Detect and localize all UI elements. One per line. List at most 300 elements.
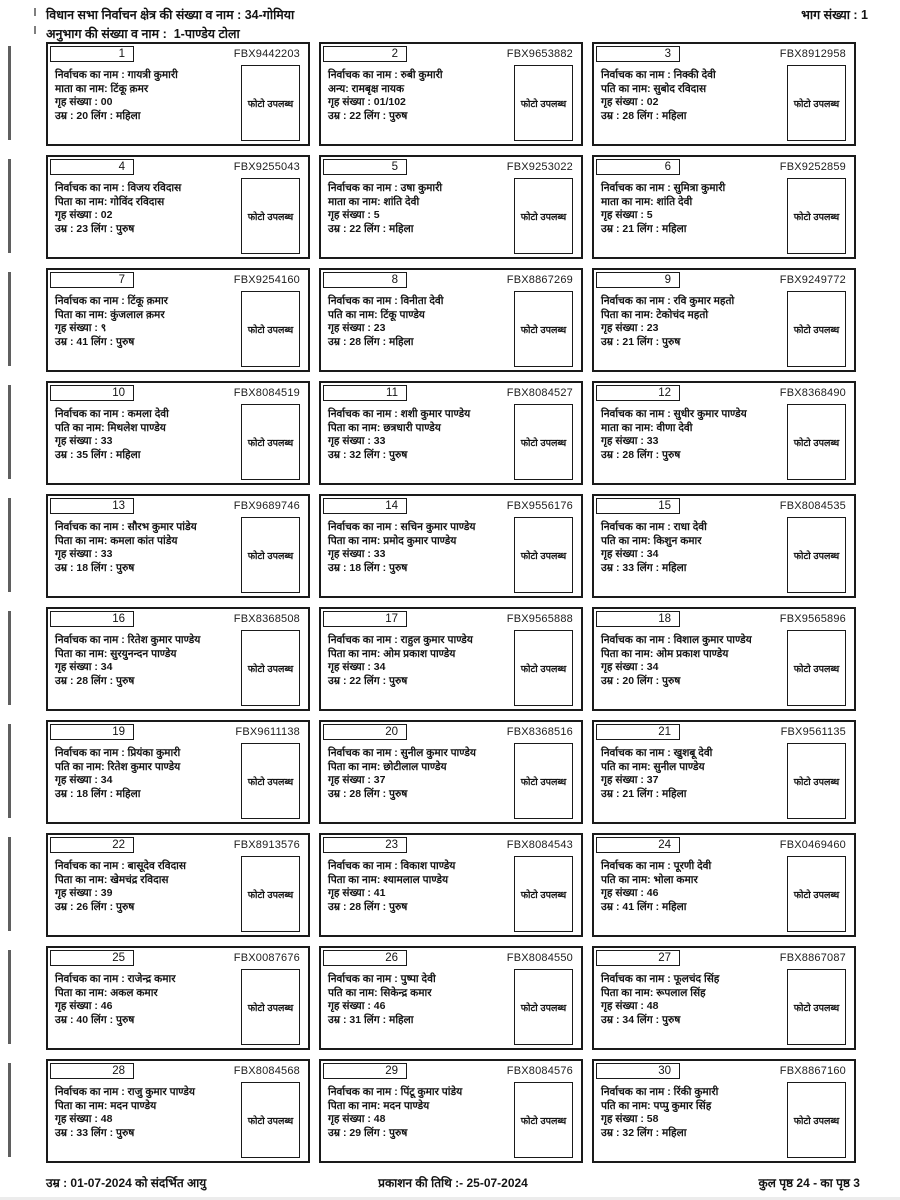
serial-number-box	[596, 159, 680, 175]
age-gender: उम्र : 28 लिंग : पुरुष	[55, 674, 135, 687]
voter-id: FBX8913576	[233, 839, 300, 851]
voter-details	[328, 295, 516, 349]
relation-name: पिता का नाम: गोविंद रविदास	[55, 195, 165, 208]
serial-number-box	[323, 837, 407, 853]
serial-number: 29	[385, 1065, 398, 1077]
photo-box	[787, 517, 846, 593]
voter-id: FBX9255043	[233, 161, 300, 173]
photo-available-label: फोटो उपलब्ध	[247, 1002, 294, 1014]
photo-box	[514, 517, 573, 593]
voter-id: FBX8912958	[779, 48, 846, 60]
relation-name: पिता का नाम: कमला कांत पांडेय	[55, 534, 178, 547]
voter-name: निर्वाचक का नाम : बासूदेव रविदास	[55, 860, 186, 872]
voter-id: FBX9653882	[506, 48, 573, 60]
relation-name: माता का नाम: शांति देवी	[601, 195, 693, 208]
serial-number: 20	[385, 726, 398, 738]
photo-box	[241, 517, 300, 593]
serial-number-box	[50, 837, 134, 853]
relation-name: पिता का नाम: ओम प्रकाश पाण्डेय	[328, 647, 456, 660]
serial-number-box	[50, 950, 134, 966]
relation-name: पति का नाम: भोला कमार	[601, 873, 698, 886]
voter-details	[55, 69, 243, 123]
voter-card	[592, 607, 856, 711]
photo-available-label: फोटो उपलब्ध	[793, 663, 840, 675]
voter-card	[319, 381, 583, 485]
photo-box	[241, 178, 300, 254]
serial-number-box	[323, 272, 407, 288]
voter-card	[319, 607, 583, 711]
photo-box	[514, 404, 573, 480]
photo-box	[787, 743, 846, 819]
age-gender: उम्र : 20 लिंग : महिला	[55, 109, 141, 122]
relation-name: पति का नाम: पप्पु कुमार सिंह	[601, 1099, 712, 1112]
voter-card	[46, 833, 310, 937]
photo-available-label: फोटो उपलब्ध	[520, 98, 567, 110]
serial-number: 4	[118, 161, 125, 173]
voter-card	[46, 42, 310, 146]
house-number: गृह संख्या : 34	[601, 548, 659, 560]
serial-number-box	[596, 498, 680, 514]
relation-name: पति का नाम: टिंकू पाण्डेय	[328, 308, 425, 321]
serial-number: 19	[112, 726, 125, 738]
voter-name: निर्वाचक का नाम : कमला देवी	[55, 408, 169, 420]
photo-available-label: फोटो उपलब्ध	[520, 211, 567, 223]
serial-number-box	[50, 498, 134, 514]
serial-number-box	[323, 46, 407, 62]
photo-box	[241, 65, 300, 141]
photo-available-label: फोटो उपलब्ध	[793, 211, 840, 223]
relation-name: माता का नाम: शांति देवी	[328, 195, 420, 208]
age-gender: उम्र : 33 लिंग : पुरुष	[55, 1126, 135, 1139]
photo-box	[787, 856, 846, 932]
photo-available-label: फोटो उपलब्ध	[247, 776, 294, 788]
serial-number-box	[323, 385, 407, 401]
voter-card	[319, 42, 583, 146]
age-gender: उम्र : 29 लिंग : पुरुष	[328, 1126, 408, 1139]
voter-name: निर्वाचक का नाम : निक्की देवी	[601, 69, 716, 81]
voter-card	[319, 946, 583, 1050]
photo-available-label: फोटो उपलब्ध	[247, 889, 294, 901]
age-gender: उम्र : 22 लिंग : पुरुष	[328, 109, 408, 122]
photo-box	[241, 969, 300, 1045]
age-gender: उम्र : 28 लिंग : महिला	[328, 335, 414, 348]
voter-card	[592, 833, 856, 937]
voter-details	[601, 182, 789, 236]
photo-available-label: फोटो उपलब्ध	[793, 776, 840, 788]
age-gender: उम्र : 32 लिंग : पुरुष	[328, 448, 408, 461]
voter-id: FBX8084568	[233, 1065, 300, 1077]
voter-details	[55, 1086, 243, 1140]
voter-details	[328, 521, 516, 575]
voter-details	[601, 860, 789, 914]
voter-details	[601, 1086, 789, 1140]
serial-number-box	[323, 611, 407, 627]
part-number: भाग संख्या : 1	[801, 8, 868, 22]
relation-name: पिता का नाम: छोटीलाल पाण्डेय	[328, 760, 447, 773]
house-number: गृह संख्या : 5	[328, 209, 380, 221]
house-number: गृह संख्या : 00	[55, 96, 113, 108]
photo-available-label: फोटो उपलब्ध	[247, 550, 294, 562]
scan-edge-marks	[8, 46, 11, 1166]
voter-name: निर्वाचक का नाम : रवि कुमार महतो	[601, 295, 735, 307]
photo-box	[514, 291, 573, 367]
house-number: गृह संख्या : 33	[328, 548, 386, 560]
voter-id: FBX9565896	[779, 613, 846, 625]
serial-number: 11	[386, 387, 398, 399]
house-number: गृह संख्या : 33	[55, 548, 113, 560]
relation-name: पिता का नाम: प्रमोद कुमार पाण्डेय	[328, 534, 457, 547]
voter-name: निर्वाचक का नाम : खुशबू देवी	[601, 747, 713, 759]
photo-box	[241, 856, 300, 932]
voter-details	[55, 521, 243, 575]
voter-name: निर्वाचक का नाम : गायत्री कुमारी	[55, 69, 178, 81]
photo-available-label: फोटो उपलब्ध	[793, 889, 840, 901]
relation-name: माता का नाम: वीणा देवी	[601, 421, 693, 434]
serial-number-box	[596, 837, 680, 853]
voter-details	[55, 182, 243, 236]
relation-name: पिता का नाम: रूपलाल सिंह	[601, 986, 706, 999]
relation-name: पति का नाम: मिथलेश पाण्डेय	[55, 421, 166, 434]
photo-box	[787, 404, 846, 480]
serial-number-box	[323, 159, 407, 175]
voter-card	[592, 946, 856, 1050]
house-number: गृह संख्या : 34	[328, 661, 386, 673]
voter-card	[319, 494, 583, 598]
relation-name: पति का नाम: सुबोद रविदास	[601, 82, 707, 95]
relation-name: पति का नाम: सिकेन्द्र कमार	[328, 986, 432, 999]
voter-card	[46, 268, 310, 372]
serial-number: 18	[658, 613, 671, 625]
voter-card	[319, 720, 583, 824]
voter-details	[601, 521, 789, 575]
serial-number-box	[596, 724, 680, 740]
voter-id: FBX9253022	[506, 161, 573, 173]
serial-number: 5	[391, 161, 398, 173]
voter-details	[601, 973, 789, 1027]
voter-name: निर्वाचक का नाम : उषा कुमारी	[328, 182, 443, 194]
relation-name: माता का नाम: टिंकू क़मर	[55, 82, 149, 95]
house-number: गृह संख्या : 48	[328, 1113, 386, 1125]
voter-name: निर्वाचक का नाम : सुधीर कुमार पाण्डेय	[601, 408, 747, 420]
voter-id: FBX8368508	[233, 613, 300, 625]
age-gender: उम्र : 40 लिंग : पुरुष	[55, 1013, 135, 1026]
voter-card	[319, 1059, 583, 1163]
house-number: गृह संख्या : 5	[601, 209, 653, 221]
photo-box	[787, 291, 846, 367]
serial-number: 9	[664, 274, 671, 286]
house-number: गृह संख्या : 37	[328, 774, 386, 786]
age-gender: उम्र : 34 लिंग : पुरुष	[601, 1013, 681, 1026]
photo-box	[787, 1082, 846, 1158]
voter-card	[592, 268, 856, 372]
voter-details	[328, 747, 516, 801]
photo-available-label: फोटो उपलब्ध	[520, 550, 567, 562]
voter-name: निर्वाचक का नाम : फूलचंद सिंह	[601, 973, 720, 985]
house-number: गृह संख्या : 46	[328, 1000, 386, 1012]
page-footer	[46, 1174, 860, 1191]
serial-number: 22	[112, 839, 125, 851]
serial-number: 21	[658, 726, 671, 738]
voter-card	[46, 720, 310, 824]
voter-details	[55, 747, 243, 801]
voter-card	[46, 155, 310, 259]
age-gender: उम्र : 41 लिंग : महिला	[601, 900, 687, 913]
age-gender: उम्र : 18 लिंग : पुरुष	[328, 561, 408, 574]
serial-number: 17	[385, 613, 398, 625]
house-number: गृह संख्या : 34	[601, 661, 659, 673]
voter-id: FBX9565888	[506, 613, 573, 625]
serial-number: 2	[391, 48, 398, 60]
serial-number: 24	[658, 839, 671, 851]
voter-card	[46, 381, 310, 485]
serial-number-box	[323, 1063, 407, 1079]
photo-box	[787, 969, 846, 1045]
voter-grid	[46, 42, 856, 1163]
house-number: गृह संख्या : ९	[55, 322, 107, 334]
relation-name: पति का नाम: किशुन कमार	[601, 534, 702, 547]
house-number: गृह संख्या : 46	[55, 1000, 113, 1012]
house-number: गृह संख्या : 33	[328, 435, 386, 447]
voter-name: निर्वाचक का नाम : रुबी कुमारी	[328, 69, 443, 81]
voter-name: निर्वाचक का नाम : पुष्पा देवी	[328, 973, 436, 985]
voter-name: निर्वाचक का नाम : राधा देवी	[601, 521, 707, 533]
photo-available-label: फोटो उपलब्ध	[247, 1115, 294, 1127]
voter-name: निर्वाचक का नाम : सुमित्रा कुमारी	[601, 182, 726, 194]
photo-available-label: फोटो उपलब्ध	[247, 663, 294, 675]
photo-available-label: फोटो उपलब्ध	[793, 550, 840, 562]
voter-name: निर्वाचक का नाम : सचिन कुमार पाण्डेय	[328, 521, 476, 533]
constituency-title: विधान सभा निर्वाचन क्षेत्र की संख्या व नाम : 34-गोमिया	[46, 8, 295, 22]
house-number: गृह संख्या : 34	[55, 774, 113, 786]
voter-card	[319, 833, 583, 937]
voter-name: निर्वाचक का नाम : विशाल कुमार पाण्डेय	[601, 634, 752, 646]
voter-name: निर्वाचक का नाम : प्रियंका कुमारी	[55, 747, 181, 759]
voter-name: निर्वाचक का नाम : शशी कुमार पाण्डेय	[328, 408, 471, 420]
house-number: गृह संख्या : 48	[601, 1000, 659, 1012]
voter-id: FBX8084543	[506, 839, 573, 851]
serial-number: 25	[112, 952, 125, 964]
serial-number-box	[50, 724, 134, 740]
age-gender: उम्र : 22 लिंग : महिला	[328, 222, 414, 235]
header-left	[46, 6, 294, 45]
photo-available-label: फोटो उपलब्ध	[520, 437, 567, 449]
relation-name: पिता का नाम: सुरयुनन्दन पाण्डेय	[55, 647, 177, 660]
footer-page-count: कुल पृष्ठ 24 - का पृष्ठ 3	[758, 1176, 860, 1190]
photo-available-label: फोटो उपलब्ध	[793, 1002, 840, 1014]
age-gender: उम्र : 23 लिंग : पुरुष	[55, 222, 135, 235]
photo-box	[241, 291, 300, 367]
voter-id: FBX9249772	[779, 274, 846, 286]
photo-available-label: फोटो उपलब्ध	[520, 1002, 567, 1014]
photo-box	[787, 630, 846, 706]
voter-details	[328, 973, 516, 1027]
age-gender: उम्र : 33 लिंग : महिला	[601, 561, 687, 574]
house-number: गृह संख्या : 23	[601, 322, 659, 334]
house-number: गृह संख्या : 39	[55, 887, 113, 899]
photo-available-label: फोटो उपलब्ध	[247, 98, 294, 110]
serial-number: 30	[658, 1065, 671, 1077]
age-gender: उम्र : 22 लिंग : पुरुष	[328, 674, 408, 687]
section-title: अनुभाग की संख्या व नाम : 1-पाण्डेय टोला	[46, 27, 240, 42]
voter-card	[592, 381, 856, 485]
serial-number-box	[50, 611, 134, 627]
voter-id: FBX8368516	[506, 726, 573, 738]
voter-id: FBX8084550	[506, 952, 573, 964]
relation-name: पिता का नाम: खेमचंद्र रविदास	[55, 873, 169, 886]
house-number: गृह संख्या : 33	[55, 435, 113, 447]
serial-number-box	[596, 385, 680, 401]
relation-name: पिता का नाम: श्यामलाल पाण्डेय	[328, 873, 449, 886]
relation-name: अन्य: रामबृक्ष नायक	[328, 82, 405, 95]
voter-details	[328, 69, 516, 123]
age-gender: उम्र : 28 लिंग : पुरुष	[601, 448, 681, 461]
age-gender: उम्र : 28 लिंग : पुरुष	[328, 900, 408, 913]
scan-edge-marks-header	[34, 8, 36, 34]
photo-box	[514, 178, 573, 254]
age-gender: उम्र : 28 लिंग : पुरुष	[328, 787, 408, 800]
voter-id: FBX8084535	[779, 500, 846, 512]
age-gender: उम्र : 21 लिंग : महिला	[601, 222, 687, 235]
serial-number: 28	[112, 1065, 125, 1077]
voter-id: FBX0087676	[233, 952, 300, 964]
serial-number: 27	[658, 952, 671, 964]
age-gender: उम्र : 31 लिंग : महिला	[328, 1013, 414, 1026]
house-number: गृह संख्या : 58	[601, 1113, 659, 1125]
serial-number-box	[596, 950, 680, 966]
voter-card	[319, 268, 583, 372]
voter-details	[601, 747, 789, 801]
age-gender: उम्र : 21 लिंग : महिला	[601, 787, 687, 800]
age-gender: उम्र : 26 लिंग : पुरुष	[55, 900, 135, 913]
voter-id: FBX9611138	[235, 726, 300, 738]
voter-details	[55, 408, 243, 462]
voter-details	[328, 408, 516, 462]
relation-name: पिता का नाम: अकल कमार	[55, 986, 158, 999]
serial-number-box	[596, 272, 680, 288]
voter-details	[601, 69, 789, 123]
serial-number-box	[596, 611, 680, 627]
serial-number: 26	[385, 952, 398, 964]
house-number: गृह संख्या : 23	[328, 322, 386, 334]
voter-id: FBX9254160	[233, 274, 300, 286]
voter-id: FBX9442203	[233, 48, 300, 60]
age-gender: उम्र : 35 लिंग : महिला	[55, 448, 141, 461]
photo-available-label: फोटो उपलब्ध	[793, 437, 840, 449]
photo-available-label: फोटो उपलब्ध	[520, 776, 567, 788]
photo-box	[241, 404, 300, 480]
voter-id: FBX8084576	[506, 1065, 573, 1077]
photo-box	[514, 969, 573, 1045]
serial-number: 16	[112, 613, 125, 625]
relation-name: पिता का नाम: मदन पाण्डेय	[55, 1099, 157, 1112]
photo-available-label: फोटो उपलब्ध	[520, 663, 567, 675]
photo-available-label: फोटो उपलब्ध	[793, 324, 840, 336]
voter-details	[328, 1086, 516, 1140]
voter-name: निर्वाचक का नाम : राजेन्द्र कमार	[55, 973, 176, 985]
serial-number: 10	[112, 387, 125, 399]
serial-number-box	[50, 46, 134, 62]
voter-card	[46, 1059, 310, 1163]
voter-name: निर्वाचक का नाम : पूरणी देवी	[601, 860, 712, 872]
voter-card	[46, 946, 310, 1050]
voter-name: निर्वाचक का नाम : रितेश कुमार पाण्डेय	[55, 634, 201, 646]
voter-card	[592, 494, 856, 598]
voter-id: FBX8867087	[779, 952, 846, 964]
voter-card	[592, 1059, 856, 1163]
voter-name: निर्वाचक का नाम : विनीता देवी	[328, 295, 444, 307]
voter-name: निर्वाचक का नाम : सौरभ कुमार पांडेय	[55, 521, 197, 533]
photo-box	[514, 1082, 573, 1158]
voter-name: निर्वाचक का नाम : विजय रविदास	[55, 182, 182, 194]
serial-number-box	[596, 46, 680, 62]
voter-card	[592, 155, 856, 259]
house-number: गृह संख्या : 41	[328, 887, 386, 899]
voter-name: निर्वाचक का नाम : टिंकू क़मार	[55, 295, 168, 307]
age-gender: उम्र : 18 लिंग : महिला	[55, 787, 141, 800]
serial-number: 1	[118, 48, 125, 60]
page-header	[46, 6, 868, 45]
photo-box	[787, 178, 846, 254]
photo-box	[514, 856, 573, 932]
age-gender: उम्र : 28 लिंग : महिला	[601, 109, 687, 122]
serial-number-box	[323, 724, 407, 740]
voter-id: FBX9252859	[779, 161, 846, 173]
relation-name: पिता का नाम: कुंजलाल क़मर	[55, 308, 165, 321]
photo-available-label: फोटो उपलब्ध	[520, 1115, 567, 1127]
age-gender: उम्र : 18 लिंग : पुरुष	[55, 561, 135, 574]
age-gender: उम्र : 21 लिंग : पुरुष	[601, 335, 681, 348]
photo-box	[514, 630, 573, 706]
photo-available-label: फोटो उपलब्ध	[793, 1115, 840, 1127]
voter-details	[601, 634, 789, 688]
photo-box	[787, 65, 846, 141]
voter-details	[601, 295, 789, 349]
age-gender: उम्र : 32 लिंग : महिला	[601, 1126, 687, 1139]
house-number: गृह संख्या : 01/102	[328, 96, 406, 108]
serial-number-box	[323, 950, 407, 966]
photo-available-label: फोटो उपलब्ध	[520, 324, 567, 336]
photo-box	[241, 630, 300, 706]
house-number: गृह संख्या : 02	[601, 96, 659, 108]
house-number: गृह संख्या : 34	[55, 661, 113, 673]
voter-id: FBX9561135	[780, 726, 846, 738]
voter-id: FBX8867160	[779, 1065, 846, 1077]
photo-box	[241, 743, 300, 819]
voter-name: निर्वाचक का नाम : विकाश पाण्डेय	[328, 860, 456, 872]
voter-id: FBX8368490	[779, 387, 846, 399]
house-number: गृह संख्या : 48	[55, 1113, 113, 1125]
serial-number-box	[596, 1063, 680, 1079]
voter-details	[55, 634, 243, 688]
serial-number: 14	[385, 500, 398, 512]
serial-number: 12	[658, 387, 671, 399]
serial-number: 13	[112, 500, 125, 512]
serial-number: 3	[664, 48, 671, 60]
photo-available-label: फोटो उपलब्ध	[793, 98, 840, 110]
relation-name: पिता का नाम: टेकोचंद महतो	[601, 308, 709, 321]
serial-number: 23	[385, 839, 398, 851]
house-number: गृह संख्या : 46	[601, 887, 659, 899]
photo-available-label: फोटो उपलब्ध	[247, 211, 294, 223]
voter-id: FBX0469460	[779, 839, 846, 851]
voter-name: निर्वाचक का नाम : सुनील कुमार पाण्डेय	[328, 747, 476, 759]
voter-details	[328, 634, 516, 688]
photo-box	[241, 1082, 300, 1158]
serial-number-box	[323, 498, 407, 514]
relation-name: पिता का नाम: मदन पाण्डेय	[328, 1099, 430, 1112]
voter-id: FBX8867269	[506, 274, 573, 286]
voter-details	[55, 973, 243, 1027]
